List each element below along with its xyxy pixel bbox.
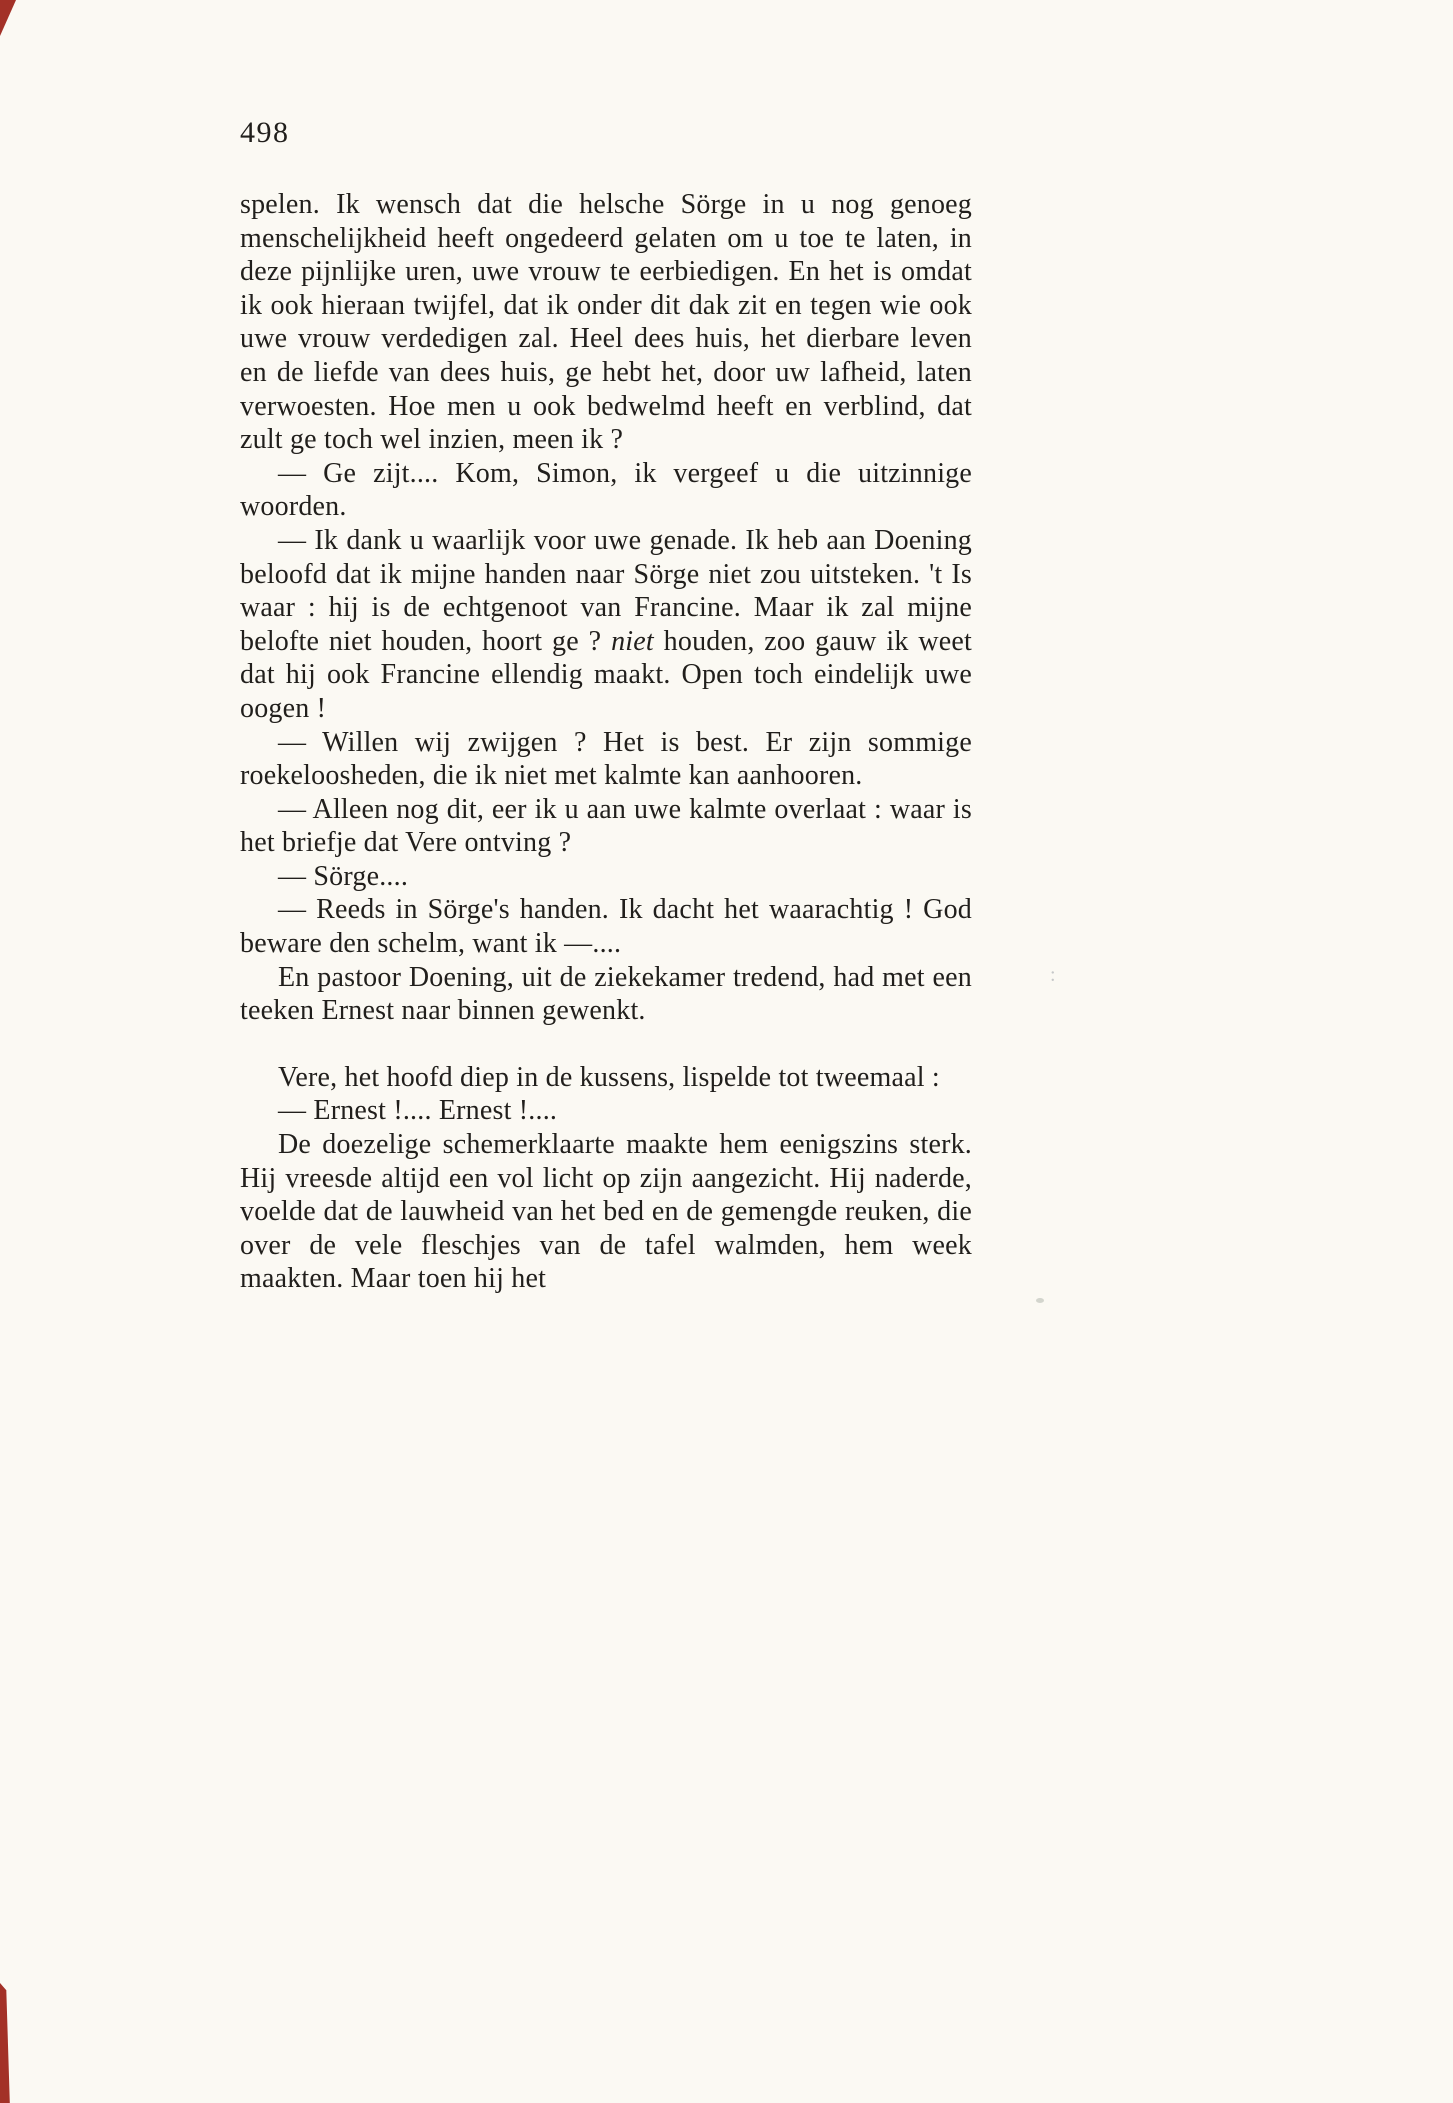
text-segment: — Willen wij zwijgen ? Het is best. Er zijn sommige roekeloosheden, die ik niet met kalmte kan aanhooren. [240, 726, 972, 792]
scan-artifact: : [1050, 964, 1056, 986]
text-segment: En pastoor Doening, uit de ziekekamer tredend, had met een teeken Ernest naar binnen gewenkt. [240, 961, 972, 1027]
text-segment: — Ik dank u waarlijk voor uwe genade. Ik heb aan Doening beloofd dat ik mijne handen naar Sörge niet zou uitsteken. 't Is waar : hij is de echtgenoot van Francine. Maar ik zal mijne belofte niet houden, hoort ge ? [240, 524, 972, 657]
text-segment: De doezelige schemerklaarte maakte hem eenigszins sterk. Hij vreesde altijd een vol licht op zijn aangezicht. Hij naderde, voelde dat de lauwheid van het bed en de gemengde reuken, die over de vele fleschjes van de tafel walmden, hem week maakten. Maar toen hij het [240, 1129, 972, 1295]
paragraph [240, 726, 972, 793]
paragraph [240, 793, 972, 860]
text-segment: Vere, het hoofd diep in de kussens, lispelde tot tweemaal : [278, 1061, 940, 1093]
scan-artifact [1036, 1298, 1044, 1303]
text-segment: — Alleen nog dit, eer ik u aan uwe kalmte overlaat : waar is het briefje dat Vere ontving ? [240, 793, 972, 859]
paragraph [240, 524, 972, 726]
paragraph [240, 1061, 972, 1095]
paragraph [240, 893, 972, 960]
text-segment: — Sörge.... [278, 860, 409, 892]
paragraph [240, 188, 972, 457]
paragraph [240, 961, 972, 1028]
italic-text: niet [611, 625, 654, 657]
page-number: 498 [240, 116, 290, 149]
book-edge-mark-bottom [0, 1983, 14, 2103]
text-segment: spelen. Ik wensch dat die helsche Sörge in u nog genoeg menschelijkheid heeft ongedeerd gelaten om u toe te laten, in deze pijnlijke uren, uwe vrouw te eerbiedigen. En het is omdat ik ook hieraan twijfel, dat ik onder dit dak zit en tegen wie ook uwe vrouw verdedigen zal. Heel dees huis, het dierbare leven en de liefde van dees huis, ge hebt het, door uw lafheid, laten verwoesten. Hoe men u ook bedwelmd heeft en verblind, dat zult ge toch wel inzien, meen ik ? [240, 189, 972, 456]
text-segment: — Ge zijt.... Kom, Simon, ik vergeef u die uitzinnige woorden. [240, 457, 972, 523]
text-segment: — Reeds in Sörge's handen. Ik dacht het waarachtig ! God beware den schelm, want ik —.... [240, 894, 972, 960]
paragraph [240, 1128, 972, 1296]
text-segment: houden, zoo gauw ik weet dat hij ook Francine ellendig maakt. Open toch eindelijk uwe oogen ! [240, 625, 973, 724]
paragraph [240, 1094, 972, 1128]
book-edge-mark-top [0, 0, 16, 36]
text-segment: — Ernest !.... Ernest !.... [278, 1095, 558, 1127]
text-block [240, 188, 972, 1296]
paragraph [240, 457, 972, 524]
paragraph [240, 860, 972, 894]
